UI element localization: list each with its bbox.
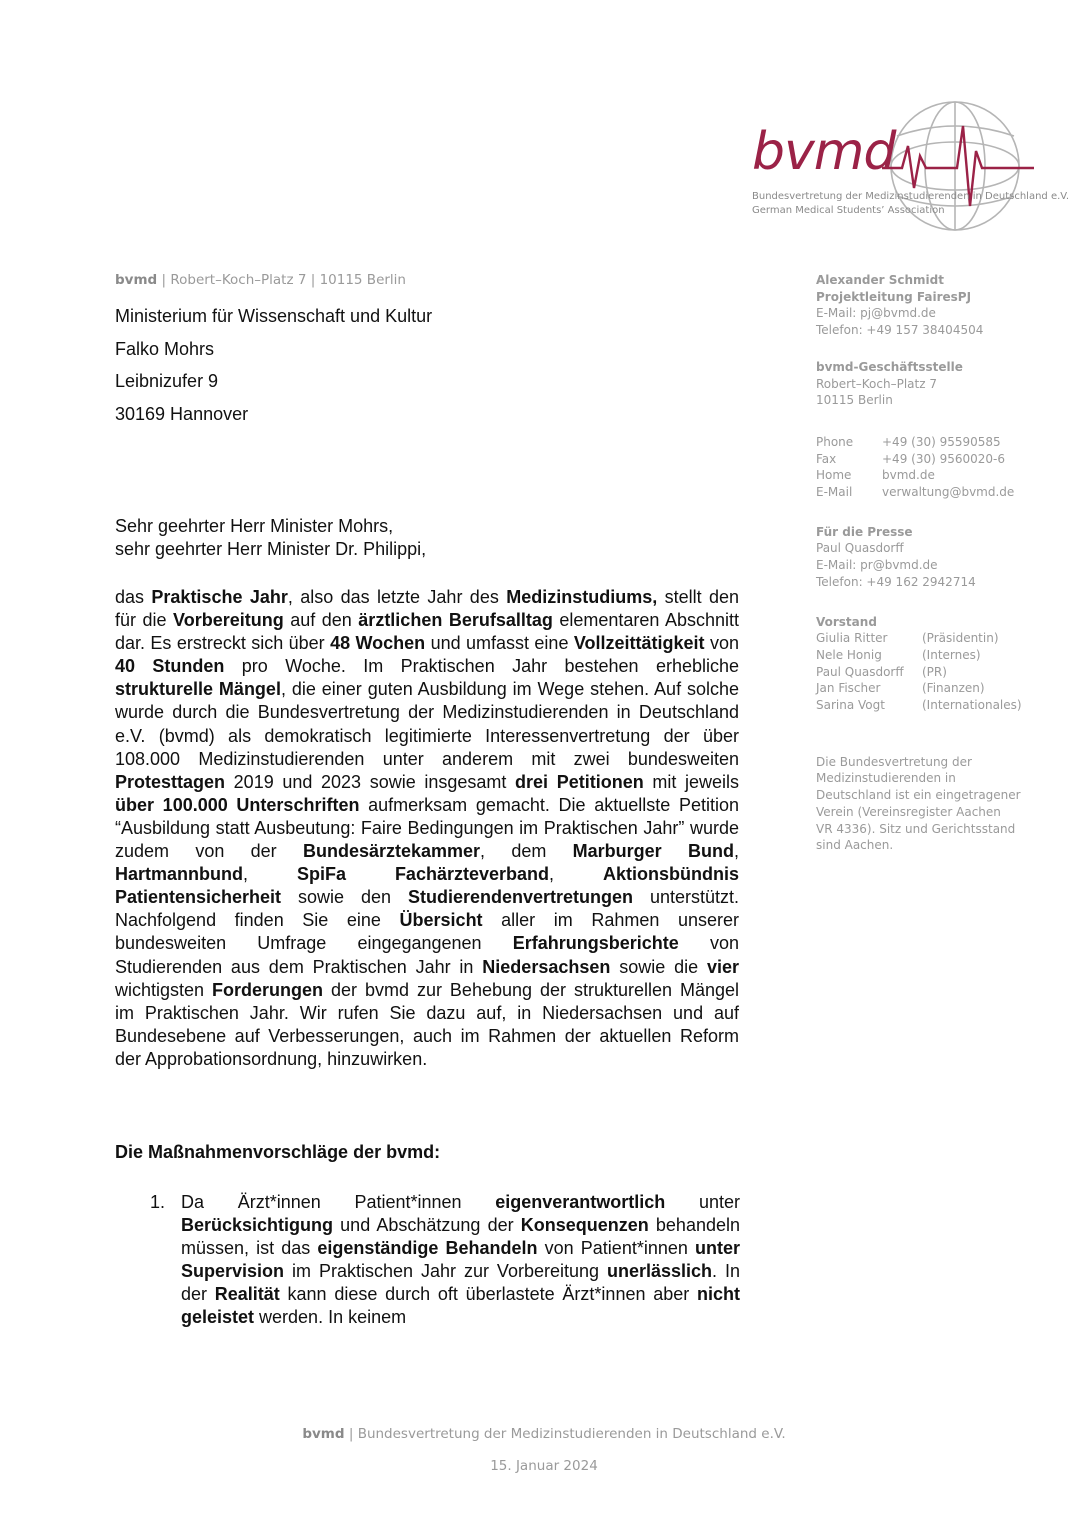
contact-block [816, 272, 1046, 339]
office-block [816, 359, 1046, 409]
sender-org: bvmd [115, 272, 158, 288]
sender-line: bvmd | Robert–Koch–Platz 7 | 10115 Berlin [115, 272, 406, 288]
list-number: 1. [150, 1192, 166, 1212]
recipient-address [115, 300, 432, 430]
salutation [115, 515, 426, 561]
bvmd-logo [752, 96, 1070, 241]
footer-org-line: bvmd | Bundesvertretung der Medizinstudierenden in Deutschland e.V. [302, 1426, 786, 1442]
footer-org: bvmd [302, 1426, 345, 1442]
board-member: Jan Fischer (Finanzen) [816, 681, 985, 696]
board-member: Nele Honig (Internes) [816, 647, 981, 662]
press-name: Paul Quasdorff [816, 541, 904, 556]
press-phone: Telefon: +49 162 2942714 [816, 574, 976, 589]
contact-email: E-Mail: pj@bvmd.de [816, 306, 936, 321]
recipient-line: Ministerium für Wissenschaft und Kultur [115, 306, 433, 326]
footer-date: 15. Januar 2024 [490, 1458, 598, 1474]
contact-role: Projektleitung FairesPJ [816, 289, 972, 304]
measures-heading: Die Maßnahmenvorschläge der bvmd: [115, 1142, 441, 1162]
logo-wordmark: bvmd [752, 122, 896, 182]
list-item-text: Da Ärzt*innen Patient*innen eigenverantwortlich unter Berücksichtigung und Abschätzung der Konsequenzen behandeln müssen, ist das eigenständige Behandeln von Patient*innen unter Supervision im Praktischen Jahr zur Vorbereitung unerlässlich. In der Realität kann diese durch oft überlastete Ärzt*innen aber nicht geleistet werden. In keinem [181, 1192, 741, 1328]
recipient-line: 30169 Hannover [115, 403, 249, 424]
office-title: bvmd-Geschäftsstelle [816, 359, 963, 374]
recipient-line: Falko Mohrs [115, 338, 215, 359]
detail-row: E-Mail verwaltung@bvmd.de [816, 485, 1015, 500]
board-title: Vorstand [816, 614, 877, 629]
logo-subline-english: German Medical Students’ Association [752, 205, 945, 216]
detail-row: Phone +49 (30) 95590585 [816, 434, 1001, 449]
office-details [816, 434, 1046, 501]
sidebar-contact-info [816, 272, 1046, 854]
footer-text: Bundesvertretung der Medizinstudierenden in Deutschland e.V. [357, 1426, 786, 1442]
body-paragraph: das Praktische Jahr, also das letzte Jahr des Medizinstudiums, stellt den für die Vorbereitung auf den ärztlichen Berufsalltag elementaren Abschnitt dar. Es erstreckt sich über 48 Wochen und umfasst eine Vollzeittätigkeit von 40 Stunden pro Woche. Im Praktischen Jahr bestehen erhebliche strukturelle Mängel, die einer guten Ausbildung im Wege stehen. Auf solche wurde durch die Bundesvertretung der Medizinstudierenden in Deutschland e.V. (bvmd) als demokratisch legitimierte Interessenvertretung der über 108.000 Medizinstudierenden unter anderem mit zwei bundesweiten Protesttagen 2019 und 2023 sowie insgesamt drei Petitionen mit jeweils über 100.000 Unterschriften aufmerksam gemacht. Die aktuellste Petition “Ausbildung statt Ausbeutung: Faire Bedingungen im Praktischen Jahr” wurde zudem von der Bundesärztekammer, dem Marburger Bund, Hartmannbund, SpiFa Fachärzteverband, Aktionsbündnis Patientensicherheit sowie den Studierendenvertretungen unterstützt. Nachfolgend finden Sie eine Übersicht aller im Rahmen unserer bundesweiten Umfrage eingegangenen Erfahrungsberichte von Studierenden aus dem Praktischen Jahr in Niedersachsen sowie die vier wichtigsten Forderungen der bvmd zur Behebung der strukturellen Mängel im Praktischen Jahr. Wir rufen Sie dazu auf, in Niedersachsen und auf Bundesebene auf Verbesserungen, auch im Rahmen der aktuellen Reform der Approbationsordnung, hinzuwirken. [115, 587, 740, 1069]
contact-phone: Telefon: +49 157 38404504 [816, 323, 984, 338]
detail-row: Home bvmd.de [816, 468, 935, 483]
board-block [816, 614, 1046, 714]
contact-name: Alexander Schmidt [816, 273, 944, 287]
press-email: E-Mail: pr@bvmd.de [816, 558, 938, 573]
logo-subline: Bundesvertretung der Medizinstudierenden in Deutschland e.V. [752, 191, 1070, 202]
detail-row: Fax +49 (30) 9560020-6 [816, 451, 1005, 466]
office-city: 10115 Berlin [816, 393, 893, 408]
board-member: Paul Quasdorff (PR) [816, 664, 947, 679]
board-member: Sarina Vogt (Internationales) [816, 698, 1022, 713]
press-title: Für die Presse [816, 524, 913, 539]
sender-address: Robert–Koch–Platz 7 | 10115 Berlin [170, 272, 406, 288]
office-street: Robert–Koch–Platz 7 [816, 376, 937, 391]
legal-notice: Die Bundesvertretung der Medizinstudierenden in Deutschland ist ein eingetragener Verein (Vereinsregister Aachen VR 4336). Sitz und Gerichtsstand sind Aachen. [816, 754, 1021, 853]
recipient-line: Leibnizufer 9 [115, 371, 219, 391]
board-member: Giulia Ritter (Präsidentin) [816, 631, 999, 646]
measures-list-item [150, 1191, 740, 1330]
salutation-line: sehr geehrter Herr Minister Dr. Philippi, [115, 539, 427, 559]
salutation-line: Sehr geehrter Herr Minister Mohrs, [115, 516, 394, 536]
press-block [816, 524, 1046, 591]
